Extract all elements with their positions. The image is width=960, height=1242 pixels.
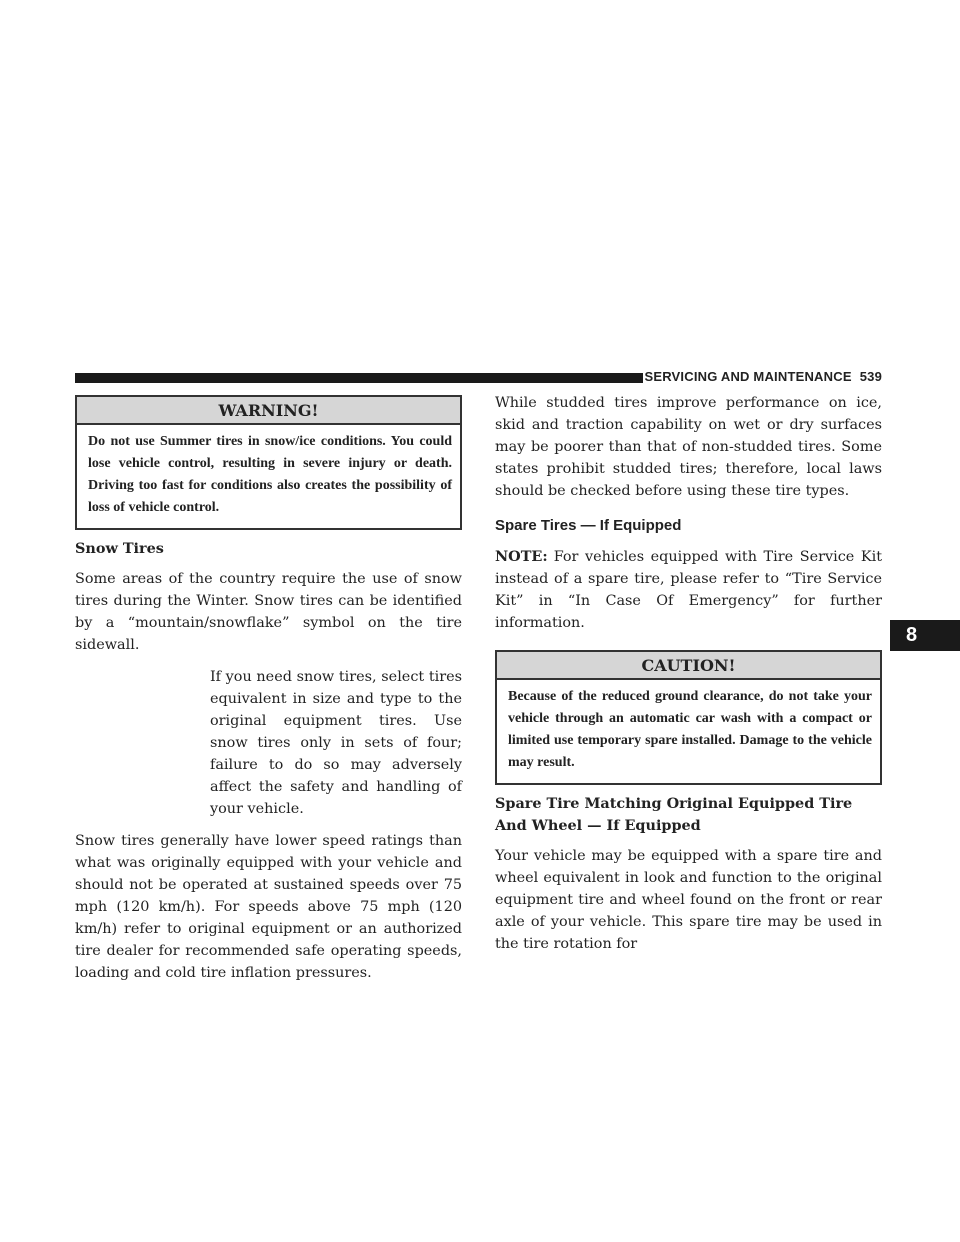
- running-header: [644, 369, 882, 384]
- matching-spare-paragraph: Your vehicle may be equipped with a spare tire and wheel equivalent in look and function to the original equipment tire and wheel found on the front or rear axle of your vehicle. This spare tire may be used in the tire rotation for: [495, 848, 882, 952]
- matching-spare-heading: Spare Tire Matching Original Equipped Tire And Wheel — If Equipped: [495, 795, 853, 834]
- warning-text: Do not use Summer tires in snow/ice conditions. You could lose vehicle control, resulting in severe injury or death. Driving too fast for conditions also creates the possibility of loss of vehicle control.: [88, 434, 452, 515]
- left-column: [75, 395, 462, 994]
- snow-tires-paragraph: Some areas of the country require the use of snow tires during the Winter. Snow tires can be identified by a “mountain/snowflake” symbol on the tire sidewall.: [75, 571, 462, 653]
- note-text: For vehicles equipped with Tire Service Kit instead of a spare tire, please refer to “Tire Service Kit” in “In Case Of Emergency” for further information.: [495, 549, 882, 631]
- caution-box: [495, 650, 882, 785]
- warning-title: WARNING!: [77, 397, 460, 425]
- warning-box: [75, 395, 462, 530]
- header-rule: [75, 373, 643, 383]
- snow-tires-speed-paragraph: Snow tires generally have lower speed ratings than what was originally equipped with your vehicle and should not be operated at sustained speeds over 75 mph (120 km/h). For speeds above 75 mph (120 km/h) refer to original equipment or an authorized tire dealer for recommended safe operating speeds, loading and cold tire inflation pressures.: [75, 833, 462, 981]
- section-title: SERVICING AND MAINTENANCE: [644, 369, 852, 384]
- right-column: [495, 395, 882, 965]
- chapter-tab: 8: [890, 620, 960, 651]
- spare-tires-heading: Spare Tires — If Equipped: [495, 517, 682, 534]
- studded-tires-paragraph: While studded tires improve performance on ice, skid and traction capability on wet or dry surfaces may be poorer than that of non-studded tires. Some states prohibit studded tires; therefore, local laws should be checked before using these tire types.: [495, 395, 882, 499]
- note-paragraph: [495, 546, 882, 634]
- caution-text: Because of the reduced ground clearance, do not take your vehicle through an automatic car wash with a compact or limited use temporary spare installed. Damage to the vehicle may result.: [508, 689, 872, 770]
- caution-title: CAUTION!: [497, 652, 880, 680]
- snow-tires-heading: Snow Tires: [75, 540, 164, 557]
- snow-tires-selection-paragraph: If you need snow tires, select tires equivalent in size and type to the original equipment tires. Use snow tires only in sets of four; failure to do so may adversely affect the safety and handling of your vehicle.: [210, 669, 462, 817]
- page-number: 539: [859, 369, 882, 384]
- note-label: NOTE:: [495, 548, 548, 565]
